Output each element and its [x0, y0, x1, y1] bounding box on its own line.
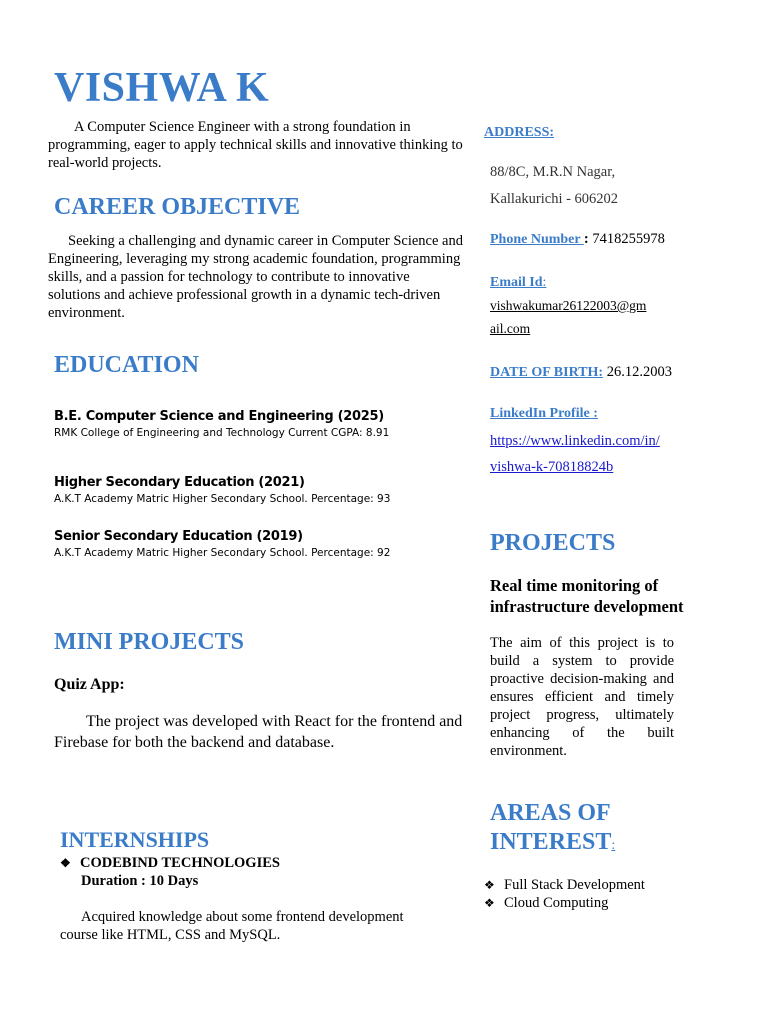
email-line: ail.com	[490, 321, 531, 336]
address-line: Kallakurichi - 606202	[490, 191, 619, 207]
mini-project-name: Quiz App:	[54, 676, 125, 693]
internship-duration: Duration : 10 Days	[81, 873, 199, 889]
internship-company: CODEBIND TECHNOLOGIES	[80, 855, 280, 871]
bullet-icon: ❖	[484, 878, 495, 892]
email-value[interactable]	[490, 298, 646, 337]
interest-item: Cloud Computing	[504, 895, 609, 911]
project-description: The aim of this project is to build a system to provide proactive decision-making and ensures efficient and timely project progress, ultimately enhancing of the built environment.	[490, 635, 674, 759]
internship-entry	[60, 854, 280, 890]
linkedin-url-line: vishwa-k-70818824b	[490, 459, 614, 475]
email-label-row	[490, 273, 546, 291]
email-line: vishwakumar26122003@gm	[490, 298, 647, 313]
list-item	[484, 894, 645, 912]
phone-number: 7418255978	[592, 231, 665, 247]
education-item	[54, 409, 389, 439]
areas-of-interest-heading	[490, 799, 615, 860]
email-colon: :	[542, 275, 547, 290]
career-objective-heading: CAREER OBJECTIVE	[54, 194, 301, 220]
dob-row	[490, 364, 672, 381]
dob-value: 26.12.2003	[606, 364, 672, 380]
list-item	[484, 876, 645, 894]
phone-separator: :	[583, 231, 593, 247]
areas-heading-line: AREAS OF	[490, 800, 611, 826]
education-degree: Higher Secondary Education (2021)	[54, 475, 305, 490]
education-item	[54, 475, 390, 505]
dob-label: DATE OF BIRTH:	[490, 365, 604, 380]
education-detail: RMK College of Engineering and Technology Current CGPA: 8.91	[54, 427, 390, 439]
education-detail: A.K.T Academy Matric Higher Secondary School. Percentage: 93	[54, 493, 391, 505]
education-detail: A.K.T Academy Matric Higher Secondary School. Percentage: 92	[54, 547, 391, 559]
areas-heading-colon: :	[611, 838, 616, 853]
education-item	[54, 529, 390, 559]
projects-heading: PROJECTS	[490, 530, 616, 556]
linkedin-link[interactable]	[490, 433, 660, 476]
internships-heading: INTERNSHIPS	[60, 827, 210, 852]
internship-description: Acquired knowledge about some frontend development course like HTML, CSS and MySQL.	[60, 909, 404, 943]
project-title: Real time monitoring of infrastructure development	[490, 576, 684, 616]
address-line: 88/8C, M.R.N Nagar,	[490, 164, 616, 180]
linkedin-url-line: https://www.linkedin.com/in/	[490, 433, 660, 449]
mini-project-description: The project was developed with React for the frontend and Firebase for both the backend and database.	[54, 713, 463, 751]
areas-heading-line: INTEREST	[490, 829, 612, 855]
education-degree: B.E. Computer Science and Engineering (2025)	[54, 409, 384, 424]
resume-name: VISHWA K	[54, 65, 270, 111]
interest-list	[484, 876, 645, 912]
address-label: ADDRESS:	[484, 125, 555, 140]
summary-text: A Computer Science Engineer with a strong foundation in programming, eager to apply technical skills and innovative thinking to real-world projects.	[48, 119, 463, 171]
education-heading: EDUCATION	[54, 352, 199, 378]
linkedin-label: LinkedIn Profile :	[490, 406, 598, 421]
mini-projects-heading: MINI PROJECTS	[54, 629, 245, 655]
education-degree: Senior Secondary Education (2019)	[54, 529, 303, 544]
bullet-icon: ❖	[60, 856, 71, 870]
bullet-icon: ❖	[484, 896, 495, 910]
interest-item: Full Stack Development	[504, 877, 645, 893]
phone-label: Phone Number	[490, 232, 584, 247]
career-objective-text: Seeking a challenging and dynamic career in Computer Science and Engineering, leveraging my strong academic foundation, programming skills, and a passion for technology to contribute to innovative solutions and achieve professional growth in a dynamic tech-driven environment.	[48, 233, 463, 321]
email-label: Email Id	[490, 275, 543, 290]
phone-row	[490, 231, 665, 248]
